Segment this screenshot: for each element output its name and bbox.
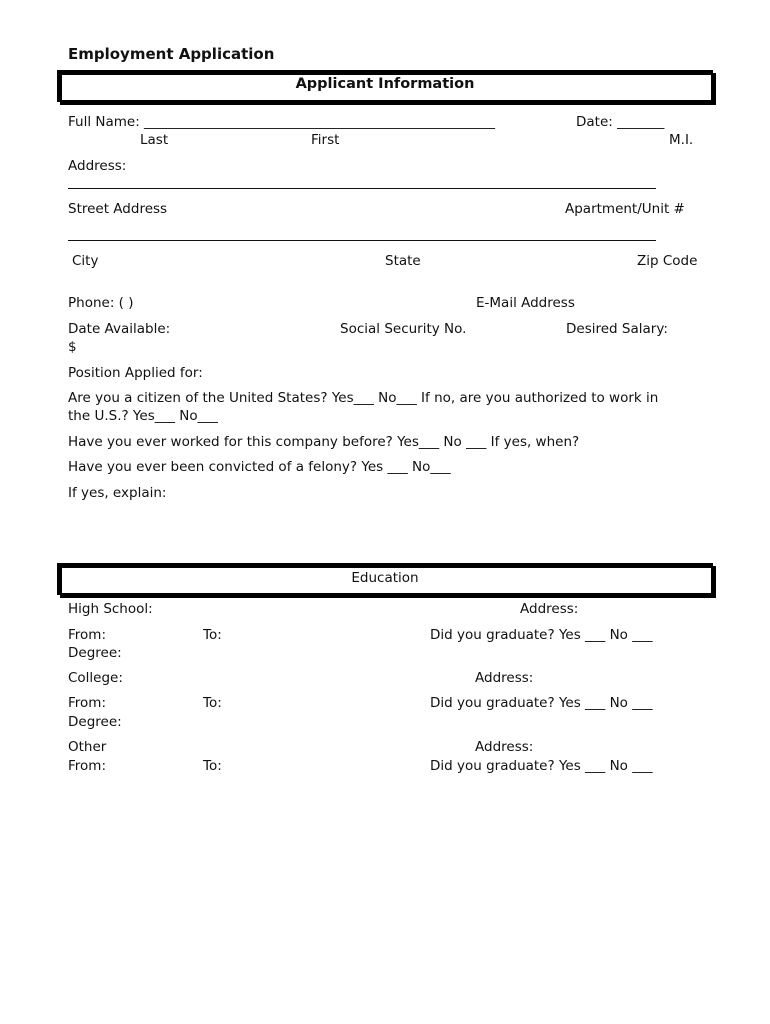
- apartment-unit-label: Apartment/Unit #: [565, 201, 685, 217]
- first-name-label: First: [311, 132, 340, 148]
- middle-initial-label: M.I.: [669, 132, 694, 148]
- other-to-label: To:: [203, 758, 222, 774]
- high-school-degree-label: Degree:: [68, 645, 122, 661]
- position-applied-label: Position Applied for:: [68, 365, 203, 381]
- last-name-label: Last: [140, 132, 169, 148]
- state-label: State: [385, 253, 421, 269]
- felony-question: Have you ever been convicted of a felony? Yes ___ No___: [68, 459, 451, 475]
- full-name-field[interactable]: Full Name: ____________________________________________________: [68, 114, 496, 130]
- high-school-address-label: Address:: [520, 601, 579, 617]
- authorized-question: the U.S.? Yes___ No___: [68, 408, 218, 424]
- college-to-label: To:: [203, 695, 222, 711]
- street-address-line[interactable]: [68, 188, 656, 189]
- desired-salary-label: Desired Salary:: [566, 321, 668, 337]
- high-school-graduate-question: Did you graduate? Yes ___ No ___: [430, 627, 653, 643]
- college-label: College:: [68, 670, 123, 686]
- high-school-to-label: To:: [203, 627, 222, 643]
- city-label: City: [72, 253, 99, 269]
- other-school-label: Other: [68, 739, 107, 755]
- college-degree-label: Degree:: [68, 714, 122, 730]
- salary-dollar-sign: $: [68, 339, 77, 355]
- zip-code-label: Zip Code: [637, 253, 698, 269]
- high-school-from-label: From:: [68, 627, 106, 643]
- citizen-question: Are you a citizen of the United States? Yes___ No___ If no, are you authorized to work in: [68, 390, 659, 406]
- email-label: E-Mail Address: [476, 295, 575, 311]
- education-section-header: [57, 563, 713, 595]
- worked-before-question: Have you ever worked for this company before? Yes___ No ___ If yes, when?: [68, 434, 580, 450]
- other-graduate-question: Did you graduate? Yes ___ No ___: [430, 758, 653, 774]
- other-address-label: Address:: [475, 739, 534, 755]
- applicant-section-header: [57, 70, 713, 102]
- high-school-label: High School:: [68, 601, 153, 617]
- applicant-section-title: Applicant Information: [295, 76, 475, 92]
- college-graduate-question: Did you graduate? Yes ___ No ___: [430, 695, 653, 711]
- phone-field[interactable]: Phone: ( ): [68, 295, 134, 311]
- college-from-label: From:: [68, 695, 106, 711]
- city-state-zip-line[interactable]: [68, 240, 656, 241]
- other-from-label: From:: [68, 758, 106, 774]
- document-title: Employment Application: [68, 45, 275, 63]
- ssn-label: Social Security No.: [340, 321, 467, 337]
- street-address-label: Street Address: [68, 201, 168, 217]
- date-available-label: Date Available:: [68, 321, 171, 337]
- college-address-label: Address:: [475, 670, 534, 686]
- address-label: Address:: [68, 158, 127, 174]
- explain-label: If yes, explain:: [68, 485, 167, 501]
- education-section-title: Education: [351, 570, 419, 586]
- date-field[interactable]: Date: _______: [576, 114, 665, 130]
